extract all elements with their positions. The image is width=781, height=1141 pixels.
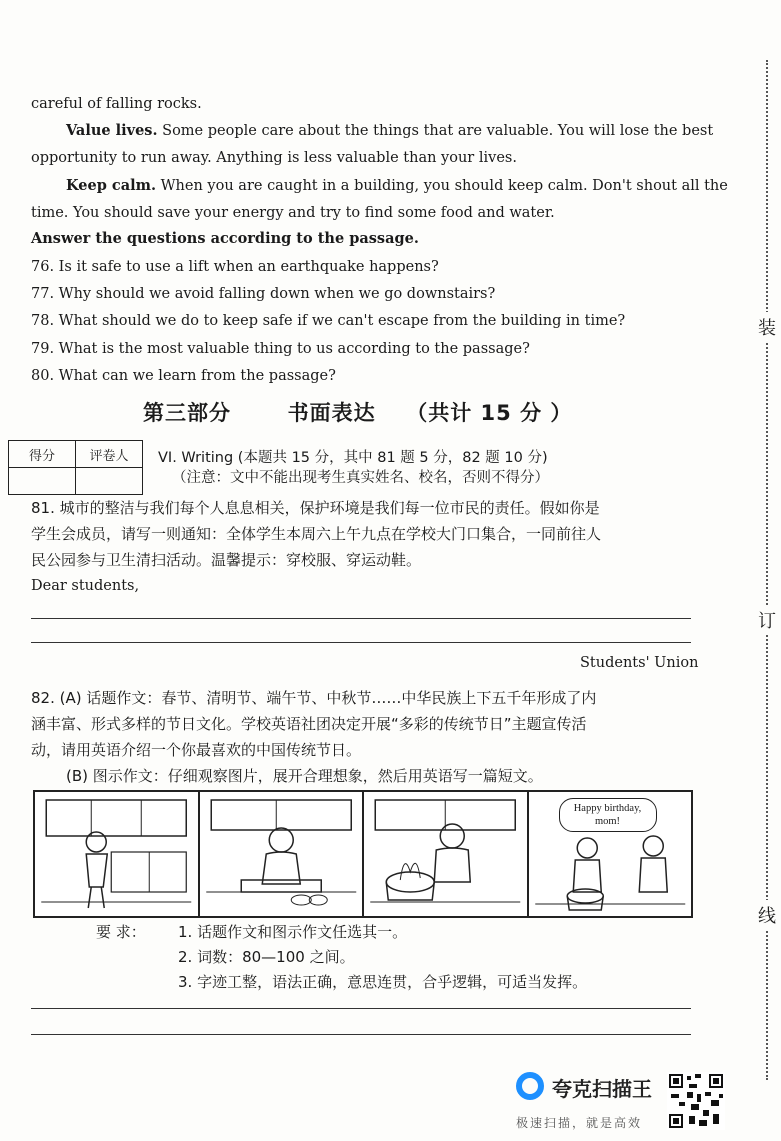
section-part: 第三部分 bbox=[143, 401, 231, 425]
comic-panel-1 bbox=[35, 792, 200, 916]
answer-line[interactable] bbox=[31, 1034, 691, 1035]
grader-label: 评卷人 bbox=[76, 441, 143, 468]
salutation: Dear students, bbox=[31, 578, 140, 594]
paragraph-heading: Keep calm. bbox=[66, 177, 157, 194]
watermark-name: 夸克扫描王 bbox=[552, 1077, 652, 1101]
binding-char-xian: 线 bbox=[758, 900, 776, 930]
q82-b-line: (B) 图示作文：仔细观察图片，展开合理想象，然后用英语写一篇短文。 bbox=[66, 767, 543, 785]
requirement-item: 3. 字迹工整，语法正确，意思连贯，合乎逻辑，可适当发挥。 bbox=[178, 973, 588, 991]
signature: Students' Union bbox=[580, 655, 699, 671]
grader-cell[interactable] bbox=[76, 468, 143, 495]
binding-char-ding: 订 bbox=[758, 605, 776, 635]
question-77: 77. Why should we avoid falling down when we go downstairs? bbox=[31, 286, 496, 302]
answer-line[interactable] bbox=[31, 618, 691, 619]
q81-line: 学生会成员，请写一则通知：全体学生本周六上午九点在学校大门口集合，一同前往人 bbox=[31, 525, 602, 543]
girl-cooking-noodles-illustration bbox=[364, 792, 527, 916]
section-score: （共计 15 分 ） bbox=[406, 401, 573, 425]
score-table bbox=[8, 440, 143, 495]
watermark-slogan: 极速扫描，就是高效 bbox=[516, 1116, 643, 1130]
answer-line[interactable] bbox=[31, 1008, 691, 1009]
girl-serving-mom-illustration bbox=[529, 792, 692, 916]
comic-panel-2 bbox=[200, 792, 365, 916]
question-79: 79. What is the most valuable thing to us according to the passage? bbox=[31, 341, 530, 357]
question-78: 78. What should we do to keep safe if we can't escape from the building in time? bbox=[31, 313, 626, 329]
answer-line[interactable] bbox=[31, 642, 691, 643]
section-name: 书面表达 bbox=[287, 401, 376, 425]
bubble-text: Happy birthday, bbox=[573, 803, 642, 814]
girl-walking-illustration bbox=[35, 792, 198, 916]
paragraph-text: When you are caught in a building, you should keep calm. Don't shout all the bbox=[156, 178, 728, 194]
girl-cutting-vegetables-illustration bbox=[200, 792, 363, 916]
requirement-item: 1. 话题作文和图示作文任选其一。 bbox=[178, 923, 408, 941]
section-title bbox=[143, 397, 572, 427]
score-cell[interactable] bbox=[9, 468, 76, 495]
question-80: 80. What can we learn from the passage? bbox=[31, 368, 336, 384]
requirement-item: 2. 词数：80—100 之间。 bbox=[178, 948, 355, 966]
q82-a-line: 动，请用英语介绍一个你最喜欢的中国传统节日。 bbox=[31, 741, 362, 759]
bubble-text: mom! bbox=[594, 816, 621, 827]
paragraph-text: Some people care about the things that are valuable. You will lose the best bbox=[157, 123, 714, 139]
q82-a-line: 82. (A) 话题作文：春节、清明节、端午节、中秋节……中华民族上下五千年形成了内 bbox=[31, 689, 597, 707]
paragraph-heading: Value lives. bbox=[66, 122, 158, 139]
q81-line: 民公园参与卫生清扫活动。温馨提示：穿校服、穿运动鞋。 bbox=[31, 551, 422, 569]
qr-code-icon bbox=[667, 1072, 725, 1130]
q82-a-line: 涵丰富、形式多样的节日文化。学校英语社团决定开展“多彩的传统节日”主题宣传活 bbox=[31, 715, 587, 733]
comic-panel-3 bbox=[364, 792, 529, 916]
binding-char-zhuang: 装 bbox=[758, 312, 776, 342]
quark-logo-icon bbox=[516, 1072, 544, 1100]
question-76: 76. Is it safe to use a lift when an earthquake happens? bbox=[31, 259, 439, 275]
passage-line: careful of falling rocks. bbox=[31, 96, 202, 112]
paragraph-keep-calm bbox=[66, 176, 728, 196]
writing-header: VI. Writing (本题共 15 分，其中 81 题 5 分，82 题 10 分) bbox=[158, 450, 548, 466]
paragraph-value-lives bbox=[66, 121, 713, 141]
requirements-label: 要 求： bbox=[96, 923, 146, 941]
comic-strip bbox=[33, 790, 693, 918]
comic-panel-4 bbox=[529, 792, 692, 916]
writing-note: （注意：文中不能出现考生真实姓名、校名，否则不得分） bbox=[172, 470, 549, 486]
questions-instruction: Answer the questions according to the passage. bbox=[31, 230, 419, 247]
paragraph-text: time. You should save your energy and try to find some food and water. bbox=[31, 205, 555, 221]
score-label: 得分 bbox=[9, 441, 76, 468]
q81-line: 81. 城市的整洁与我们每个人息息相关，保护环境是我们每一位市民的责任。假如你是 bbox=[31, 499, 600, 517]
paragraph-text: opportunity to run away. Anything is less valuable than your lives. bbox=[31, 150, 517, 166]
